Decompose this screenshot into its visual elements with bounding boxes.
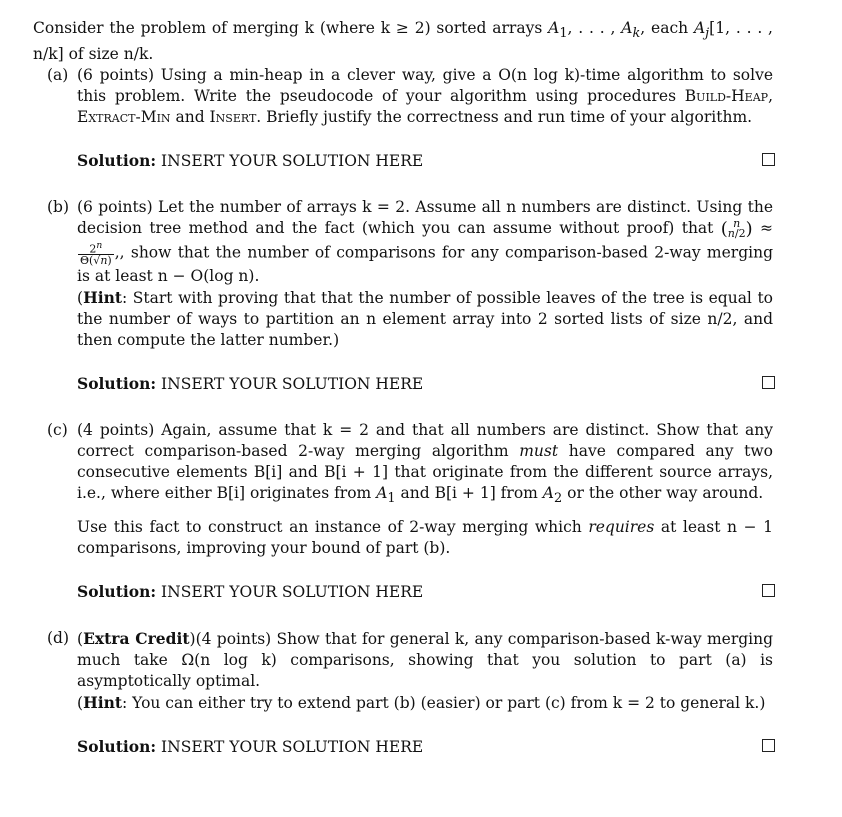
solution-label: Solution:: [77, 582, 157, 602]
part-d-text: (Extra Credit)(4 points) Show that for general k, any comparison-based k-way merging much take Ω(n log k) comparisons, showing that you solution to part (a) is asymptotically optimal.: [77, 629, 774, 691]
part-b-solution-row: [77, 373, 773, 394]
part-b-hint: (Hint: Start with proving that that the number of possible leaves of the tree is equal to the number of ways to partition an n element array into 2 sorted lists of size n/2, and then compute the latter number.): [77, 288, 773, 350]
part-b-checkbox[interactable]: [762, 376, 775, 389]
problem-page: [33, 18, 773, 757]
part-c-text-2: Use this fact to construct an instance of 2-way merging which requires at least n − 1 comparisons, improving your bound of part (b).: [77, 518, 774, 558]
solution-placeholder[interactable]: INSERT YOUR SOLUTION HERE: [161, 583, 424, 602]
part-b-label: (b): [47, 198, 70, 217]
part-c-label: (c): [47, 421, 68, 440]
part-d: [33, 628, 773, 757]
solution-placeholder[interactable]: INSERT YOUR SOLUTION HERE: [161, 375, 424, 394]
solution-placeholder[interactable]: INSERT YOUR SOLUTION HERE: [161, 738, 424, 757]
part-c-text: (4 points) Again, assume that k = 2 and that all numbers are distinct. Show that any correct comparison-based 2-way merging algorithm must have compared any two consecutive elements B[i] and B[i + 1] that originate from the different source arrays, i.e., where either B[i] originates from $A_1$ and B[i + 1] from $A_2$ or the other way around.: [77, 421, 773, 507]
part-d-checkbox[interactable]: [762, 739, 775, 752]
part-a-checkbox[interactable]: [762, 153, 775, 166]
solution-label: Solution:: [77, 151, 157, 171]
part-c: [33, 420, 773, 602]
part-c-solution-row: [77, 581, 773, 602]
part-a-solution-row: [77, 150, 773, 171]
part-b-text: (6 points) Let the number of arrays k = 2. Assume all n numbers are distinct. Using the decision tree method and the fact (which you can assume without proof) that ( n n/2) ≈ $\frac{2^n}{\Theta(√n)}$ ,, show that the number of comparisons for any comparison-based 2-way merging is at least n − O(log n).: [77, 198, 773, 286]
part-d-label: (d): [47, 629, 70, 648]
part-a-text: (6 points) Using a min-heap in a clever way, give a O(n log k)-time algorithm to solve this problem. Write the pseudocode of your algorithm using procedures Build-Heap, Extract-Min and Insert. Briefly justify the correctness and run time of your algorithm.: [77, 66, 773, 127]
solution-label: Solution:: [77, 737, 157, 757]
part-c-checkbox[interactable]: [762, 584, 775, 597]
problem-intro: Consider the problem of merging k (where k ≥ 2) sorted arrays $A_1$, . . . , $A_k$, each $A_j[1$, . . . , n/k] of size n/k.: [33, 19, 773, 64]
solution-placeholder[interactable]: INSERT YOUR SOLUTION HERE: [161, 152, 424, 171]
part-a: [33, 65, 773, 171]
solution-label: Solution:: [77, 374, 157, 394]
part-d-hint: (Hint: You can either try to extend part (b) (easier) or part (c) from k = 2 to general k.): [77, 693, 766, 713]
part-d-solution-row: [77, 736, 773, 757]
part-a-label: (a): [47, 66, 69, 85]
part-b: [33, 197, 773, 394]
